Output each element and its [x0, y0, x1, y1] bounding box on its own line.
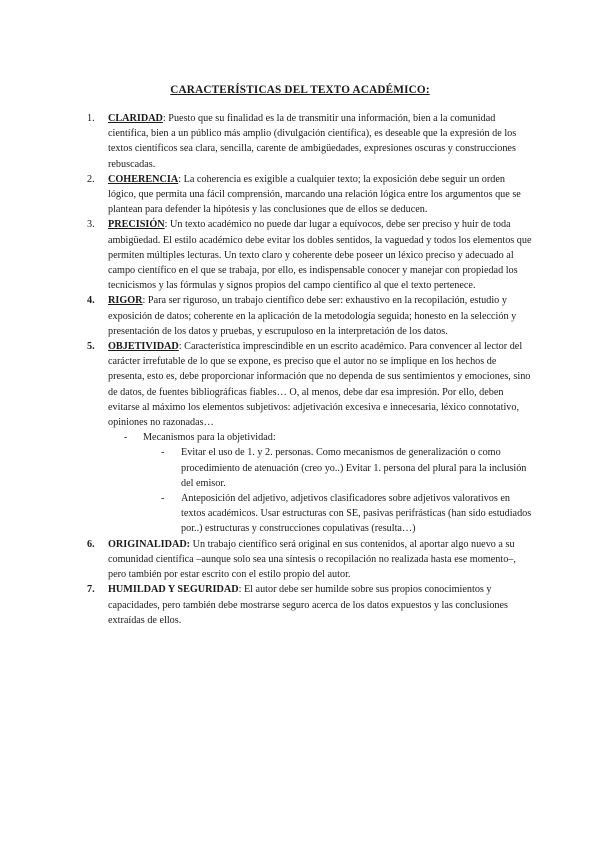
item-heading: RIGOR [108, 295, 143, 307]
item-number: 7. [87, 584, 95, 596]
list-item-rigor [87, 293, 532, 339]
item-text: Puesto que su finalidad es la de transmitir una información, bien a la comunidad científica, bien a un público más amplio (divulgación científica), es deseable que la expresión de los textos científicos sea clara, sencilla, carente de ambigüedades, expresiones oscuras y construcciones rebuscadas. [108, 113, 517, 170]
list-item-precision [87, 217, 532, 293]
item-text: Un texto académico no puede dar lugar a equívocos, debe ser preciso y huir de toda ambigüedad. El estilo académico debe evitar los dobles sentidos, la vaguedad y todos los elementos que permiten múltiples lecturas. Un texto claro y coherente debe poseer un léxico preciso y adecuado al campo científico en el que se trabaja, por ello, es indispensable conocer y manejar con propiedad los tecnicismos y las fórmulas y signos propios del campo científico al que el texto pertenece. [108, 219, 532, 292]
list-item-originalidad [87, 537, 532, 583]
item-heading: CLARIDAD [108, 113, 163, 124]
item-heading: OBJETIVIDAD [108, 341, 179, 353]
item-heading: ORIGINALIDAD: [108, 538, 191, 550]
document-title: CARACTERÍSTICAS DEL TEXTO ACADÉMICO: [170, 84, 430, 96]
dash-bullet: - [161, 447, 165, 459]
item-text: Característica imprescindible en un escrito académico. Para convencer al lector del carácter irrefutable de lo que se expone, es preciso que el autor no se implique en los hechos de presenta, esto es, debe proporcionar información que no dependa de sus sentimientos y emociones, sino de datos, de fuentes bibliográficas fiables… O, al menos, debe dar esa impresión. Por ello, deben evitarse al máximo los elementos subjetivos: adjetivación excesiva e innecesaria, léxico connotativo, opiniones no razonadas… [108, 341, 531, 429]
item-number: 2. [87, 173, 95, 185]
sub-list-heading-text: Mecanismos para la objetividad: [143, 432, 276, 444]
item-separator: : [178, 173, 182, 185]
item-text: Un trabajo científico será original en sus contenidos, al aportar algo nuevo a su comunidad científica –aunque solo sea una síntesis o recopilación no realizada hasta ese momento–, pero también por estar escrito con el estilo propio del autor. [108, 538, 516, 581]
item-heading: HUMILDAD Y SEGURIDAD [108, 584, 239, 596]
item-text: Para ser riguroso, un trabajo científico debe ser: exhaustivo en la recopilación, estudio y exposición de datos; coherente en la aplicación de la metodología seguida; honesto en la selección y presentación de los datos y pruebas, y escrupuloso en la interpretación de los datos. [108, 295, 517, 337]
sub-list-item [87, 491, 532, 537]
item-number: 5. [87, 341, 95, 353]
characteristics-list [87, 111, 532, 628]
list-item-coherencia [87, 172, 532, 218]
item-heading: COHERENCIA [108, 173, 179, 185]
item-separator: : [162, 113, 166, 124]
item-separator: : [142, 295, 146, 307]
list-item-claridad [87, 111, 532, 172]
sub-list-item-text: Evitar el uso de 1. y 2. personas. Como mecanismos de generalización o como procedimiento de atenuación (creo yo..) Evitar 1. persona del plural para la inclusión del emisor. [181, 447, 527, 489]
item-heading: PRECISIÓN [108, 219, 165, 231]
item-separator: : [178, 341, 182, 353]
item-number: 6. [87, 538, 95, 550]
item-separator: : [164, 219, 168, 231]
sub-list-item [87, 445, 532, 491]
item-number: 3. [87, 219, 95, 231]
dash-bullet: - [161, 493, 165, 505]
sub-list-heading [87, 430, 532, 445]
item-separator: : [238, 584, 242, 596]
list-item-objetividad [87, 339, 532, 430]
item-text: La coherencia es exigible a cualquier texto; la exposición debe seguir un orden lógico, que permita una fácil comprensión, marcando una relación lógica entre los argumentos que se plantean para defender la hipótesis y las conclusiones que de ellos se deducen. [108, 173, 521, 216]
sub-list-item-text: Anteposición del adjetivo, adjetivos clasificadores sobre adjetivos valorativos en textos académicos. Usar estructuras con SE, pasivas perifrásticas (han sido estudiados por..) estructuras y construcciones copulativas (resulta…) [181, 493, 532, 535]
item-number: 1. [87, 113, 95, 124]
list-item-humildad-y-seguridad [87, 582, 532, 628]
dash-bullet: - [124, 432, 128, 444]
item-text: El autor debe ser humilde sobre sus propios conocimientos y capacidades, pero también debe mostrarse seguro acerca de los datos expuestos y las conclusiones extraídas de ellos. [108, 584, 508, 626]
item-number: 4. [87, 295, 95, 307]
